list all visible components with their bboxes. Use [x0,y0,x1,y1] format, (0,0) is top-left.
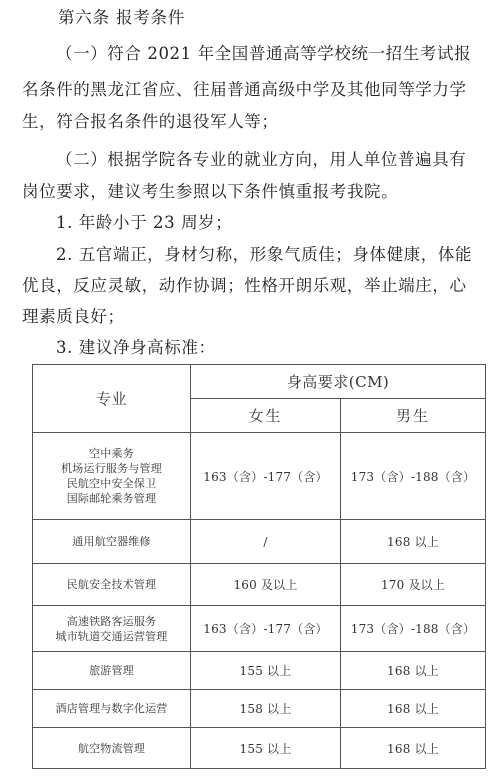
header-major: 专业 [33,365,191,433]
male-height-cell: 173（含）-188（含） [341,433,486,520]
male-height-cell: 170 及以上 [341,564,486,606]
header-height-requirement: 身高要求(CM) [191,365,486,399]
major-name: 航空物流管理 [77,741,146,755]
table-row [33,606,486,652]
paragraph-2-line-1: （二）根据学院各专业的就业方向，用人单位普遍具有 [56,150,467,169]
male-height-cell: 168 以上 [341,690,486,728]
header-male: 男生 [341,399,486,433]
major-cell [33,652,191,690]
male-height-cell: 168 以上 [341,728,486,769]
major-name: 机场运行服务与管理 [61,462,162,475]
article-heading: 第六条 报考条件 [58,8,186,27]
requirement-2-line-1: 2. 五官端正，身材匀称，形象气质佳；身体健康，体能 [56,245,473,264]
major-cell [33,564,191,606]
table-row [33,564,486,606]
major-name: 空中乘务 [89,447,134,460]
major-name: 高速铁路客运服务 [66,614,157,628]
requirement-2-line-2: 优良，反应灵敏，动作协调；性格开朗乐观，举止端庄，心 [22,276,467,295]
female-height-cell: / [191,520,341,564]
male-height-cell: 173（含）-188（含） [341,606,486,652]
table-row [33,433,486,520]
major-cell [33,520,191,564]
female-height-cell: 160 及以上 [191,564,341,606]
major-cell [33,728,191,769]
female-height-cell: 163（含）-177（含） [191,606,341,652]
requirement-2-line-3: 理素质良好； [22,307,125,326]
requirement-1: 1. 年龄小于 23 周岁； [56,213,233,232]
table-row [33,690,486,728]
male-height-cell: 168 以上 [341,652,486,690]
major-cell [33,433,191,520]
major-name: 通用航空器维修 [72,535,151,548]
header-female: 女生 [191,399,341,433]
female-height-cell: 158 以上 [191,690,341,728]
male-height-cell: 168 以上 [341,520,486,564]
paragraph-1-line-3: 生，符合报名条件的退役军人等； [22,112,279,131]
major-cell [33,606,191,652]
major-name: 民航空中安全保卫 [66,477,157,490]
paragraph-2-line-2: 岗位要求，建议考生参照以下条件慎重报考我院。 [22,182,399,201]
table-row [33,652,486,690]
major-name: 国际邮轮乘务管理 [66,492,157,505]
paragraph-1-line-2: 名条件的黑龙江省应、往届普通高级中学及其他同等学力学 [22,80,467,99]
major-name: 城市轨道交通运营管理 [55,629,168,643]
major-name: 旅游管理 [89,664,134,677]
major-cell [33,690,191,728]
height-requirements-table [32,364,486,769]
requirement-3: 3. 建议净身高标准： [56,338,216,357]
major-name: 酒店管理与数字化运营 [55,702,168,715]
table-row [33,728,486,769]
paragraph-1-line-1: （一）符合 2021 年全国普通高等学校统一招生考试报 [56,44,472,63]
female-height-cell: 155 以上 [191,728,341,769]
female-height-cell: 155 以上 [191,652,341,690]
female-height-cell: 163（含）-177（含） [191,433,341,520]
major-name: 民航安全技术管理 [66,578,157,591]
table-row [33,520,486,564]
